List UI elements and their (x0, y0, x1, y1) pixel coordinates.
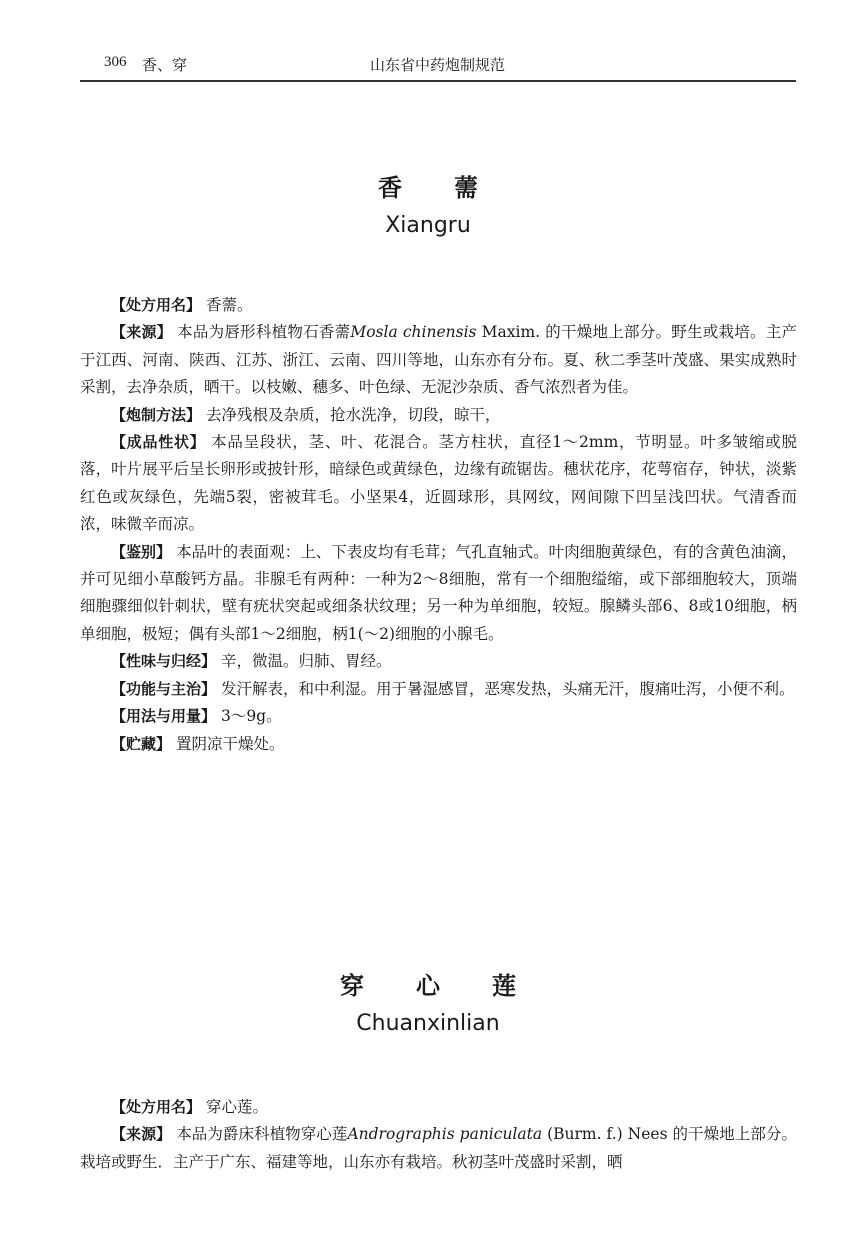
item-usage-dosage (80, 703, 797, 730)
latin-name: Andrographis paniculata (347, 1125, 543, 1144)
item-label: 【贮藏】 (111, 734, 172, 753)
item-source (80, 1121, 797, 1176)
running-section: 香、穿 (142, 56, 188, 74)
item-function-indication (80, 676, 797, 703)
item-text: 本品为唇形科植物石香薷 (177, 323, 351, 342)
item-prescription-name (80, 292, 797, 319)
latin-name: Mosla chinensis (350, 323, 477, 342)
item-text: Maxim. 的干燥地上部分。野生或栽培。主产于江西、河南、陕西、江苏、浙江、云南、四川等地，山东亦有分布。夏、秋二季茎叶茂盛、果实成熟时采割，去净杂质，晒干。以枝嫩、穗多、叶色绿、无泥沙杂质、香气浓烈者为佳。 (80, 323, 797, 397)
item-label: 【功能与主治】 (111, 679, 217, 698)
item-product-character (80, 429, 797, 539)
entry-body-xiangru (80, 292, 797, 758)
item-text: 本品为爵床科植物穿心莲 (176, 1125, 348, 1144)
item-label: 【成品性状】 (111, 433, 206, 452)
item-text: 辛，微温。归肺、胃经。 (220, 652, 392, 671)
item-source (80, 319, 797, 401)
entry-title-chuanxinlian (0, 966, 856, 1036)
page-header (80, 48, 796, 82)
item-text: 发汗解表，和中利湿。用于暑湿感冒，恶寒发热，头痛无汗，腹痛吐泻，小便不利。 (220, 679, 795, 698)
item-label: 【处方用名】 (111, 296, 202, 314)
item-storage (80, 731, 797, 758)
entry-body-chuanxinlian (80, 1094, 797, 1176)
item-prescription-name (80, 1094, 797, 1121)
item-text: 本品呈段状，茎、叶、花混合。茎方柱状，直径1～2mm，节明显。叶多皱缩或脱落，叶片展平后呈长卵形或披针形，暗绿色或黄绿色，边缘有疏锯齿。穗状花序，花萼宿存，钟状，淡紫红色或灰绿色，先端5裂，密被茸毛。小坚果4，近圆球形，具网纹，网间隙下凹呈浅凹状。气清香而浓，味微辛而凉。 (80, 433, 797, 534)
item-label: 【处方用名】 (111, 1098, 202, 1116)
item-processing-method (80, 402, 797, 429)
item-text: 穿心莲。 (205, 1098, 268, 1116)
item-label: 【炮制方法】 (111, 405, 202, 424)
entry-title-chinese: 香薷 (378, 174, 530, 202)
item-text: (Burm. f.) Nees 的干燥地上部分。栽培或野生．主产于广东、福建等地，山东亦有栽培。秋初茎叶茂盛时采割，晒 (80, 1125, 797, 1171)
book-title: 山东省中药炮制规范 (370, 56, 506, 74)
header-rule (80, 80, 796, 82)
item-text: 香薷。 (205, 296, 253, 314)
item-label: 【来源】 (111, 323, 172, 342)
entry-title-xiangru (0, 168, 856, 238)
item-property-meridian (80, 648, 797, 675)
item-label: 【性味与归经】 (111, 652, 217, 671)
page-number: 306 (104, 54, 127, 70)
entry-title-pinyin: Chuanxinlian (356, 1011, 500, 1036)
entry-title-chinese: 穿心莲 (340, 972, 568, 1000)
item-text: 去净残根及杂质，抢水洗净，切段，晾干， (205, 405, 501, 424)
item-label: 【用法与用量】 (111, 707, 217, 726)
item-text: 置阴凉干燥处。 (175, 734, 285, 753)
item-identification (80, 539, 797, 649)
item-label: 【来源】 (111, 1125, 172, 1144)
entry-title-pinyin: Xiangru (385, 213, 471, 238)
item-text: 本品叶的表面观：上、下表皮均有毛茸；气孔直轴式。叶肉细胞黄绿色，有的含黄色油滴，并可见细小草酸钙方晶。非腺毛有两种：一种为2～8细胞，常有一个细胞缢缩，或下部细胞较大，顶端细胞骤细似针刺状，壁有疣状突起或细条状纹理；另一种为单细胞，较短。腺鳞头部6、8或10细胞，柄单细胞，极短；偶有头部1～2细胞，柄1(～2)细胞的小腺毛。 (80, 542, 797, 643)
item-text: 3～9g。 (220, 707, 282, 726)
item-label: 【鉴别】 (111, 542, 172, 561)
